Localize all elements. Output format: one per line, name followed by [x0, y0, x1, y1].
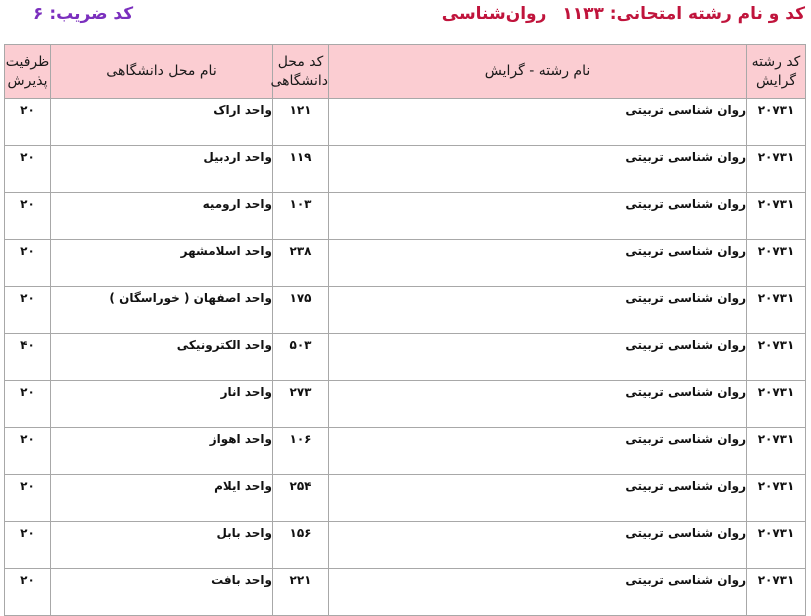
col-header-university-name: نام محل دانشگاهی — [51, 45, 273, 99]
cell-university-name: واحد اراک — [51, 99, 273, 146]
header-row — [5, 45, 806, 99]
cell-capacity: ۲۰ — [5, 99, 51, 146]
table-row — [5, 287, 806, 334]
cell-capacity: ۲۰ — [5, 428, 51, 475]
col-header-location-code-line2: دانشگاهی — [270, 72, 328, 89]
cell-capacity: ۲۰ — [5, 569, 51, 616]
cell-location-code: ۱۵۶ — [273, 522, 329, 569]
exam-code: ۱۱۳۳ — [562, 4, 604, 24]
cell-university-name: واحد الکترونیکی — [51, 334, 273, 381]
col-header-capacity-line2: پذیرش — [7, 72, 48, 89]
cell-university-name: واحد اردبیل — [51, 146, 273, 193]
cell-major-code: ۲۰۷۳۱ — [747, 381, 806, 428]
cell-major-code: ۲۰۷۳۱ — [747, 99, 806, 146]
cell-location-code: ۱۷۵ — [273, 287, 329, 334]
cell-capacity: ۲۰ — [5, 193, 51, 240]
cell-location-code: ۱۱۹ — [273, 146, 329, 193]
cell-university-name: واحد ارومیه — [51, 193, 273, 240]
table-row — [5, 428, 806, 475]
cell-major-name: روان شناسی تربیتی — [329, 334, 747, 381]
cell-major-code: ۲۰۷۳۱ — [747, 475, 806, 522]
cell-university-name: واحد بافت — [51, 569, 273, 616]
cell-location-code: ۱۰۶ — [273, 428, 329, 475]
cell-capacity: ۴۰ — [5, 334, 51, 381]
cell-university-name: واحد بابل — [51, 522, 273, 569]
table-row — [5, 475, 806, 522]
cell-location-code: ۲۵۴ — [273, 475, 329, 522]
cell-university-name: واحد انار — [51, 381, 273, 428]
table-row — [5, 99, 806, 146]
cell-major-name: روان شناسی تربیتی — [329, 381, 747, 428]
col-header-location-code-line1: کد محل — [277, 53, 324, 70]
table-row — [5, 334, 806, 381]
cell-capacity: ۲۰ — [5, 475, 51, 522]
cell-major-name: روان شناسی تربیتی — [329, 569, 747, 616]
cell-major-name: روان شناسی تربیتی — [329, 146, 747, 193]
exam-title-label: کد و نام رشته امتحانی: — [609, 4, 805, 24]
col-header-major-code-line2: گرایش — [755, 72, 797, 89]
cell-major-code: ۲۰۷۳۱ — [747, 334, 806, 381]
cell-capacity: ۲۰ — [5, 522, 51, 569]
cell-major-name: روان شناسی تربیتی — [329, 475, 747, 522]
exam-name: روان‌شناسی — [441, 4, 547, 24]
cell-location-code: ۱۲۱ — [273, 99, 329, 146]
cell-capacity: ۲۰ — [5, 287, 51, 334]
col-header-major-name: نام رشته - گرایش — [329, 45, 747, 99]
table-header — [5, 45, 806, 99]
cell-major-code: ۲۰۷۳۱ — [747, 522, 806, 569]
table-row — [5, 146, 806, 193]
exam-title — [442, 4, 805, 24]
col-header-capacity-line1: ظرفیت — [5, 53, 50, 70]
table-row — [5, 193, 806, 240]
cell-major-code: ۲۰۷۳۱ — [747, 146, 806, 193]
cell-major-code: ۲۰۷۳۱ — [747, 193, 806, 240]
cell-university-name: واحد ایلام — [51, 475, 273, 522]
page-header — [0, 0, 811, 34]
col-header-capacity — [5, 45, 51, 99]
cell-university-name: واحد اهواز — [51, 428, 273, 475]
coefficient-value: ۶ — [33, 4, 44, 24]
cell-major-name: روان شناسی تربیتی — [329, 193, 747, 240]
coefficient-code — [33, 4, 133, 24]
cell-major-name: روان شناسی تربیتی — [329, 240, 747, 287]
col-header-major-code — [747, 45, 806, 99]
cell-capacity: ۲۰ — [5, 146, 51, 193]
table-row — [5, 569, 806, 616]
table-row — [5, 522, 806, 569]
cell-capacity: ۲۰ — [5, 381, 51, 428]
table-body — [5, 99, 806, 616]
table-row — [5, 240, 806, 287]
cell-university-name: واحد اصفهان ( خوراسگان ) — [51, 287, 273, 334]
cell-major-code: ۲۰۷۳۱ — [747, 428, 806, 475]
cell-major-name: روان شناسی تربیتی — [329, 428, 747, 475]
table-row — [5, 381, 806, 428]
cell-location-code: ۵۰۳ — [273, 334, 329, 381]
coefficient-label: کد ضریب: — [49, 4, 134, 24]
cell-major-name: روان شناسی تربیتی — [329, 287, 747, 334]
col-header-major-code-line1: کد رشته — [751, 53, 801, 70]
cell-location-code: ۲۷۳ — [273, 381, 329, 428]
cell-major-code: ۲۰۷۳۱ — [747, 569, 806, 616]
cell-capacity: ۲۰ — [5, 240, 51, 287]
cell-university-name: واحد اسلامشهر — [51, 240, 273, 287]
admission-table — [4, 44, 806, 616]
cell-major-code: ۲۰۷۳۱ — [747, 287, 806, 334]
col-header-location-code — [270, 45, 329, 99]
cell-location-code: ۲۳۸ — [273, 240, 329, 287]
cell-major-code: ۲۰۷۳۱ — [747, 240, 806, 287]
cell-location-code: ۲۲۱ — [273, 569, 329, 616]
cell-location-code: ۱۰۳ — [273, 193, 329, 240]
cell-major-name: روان شناسی تربیتی — [329, 99, 747, 146]
cell-major-name: روان شناسی تربیتی — [329, 522, 747, 569]
